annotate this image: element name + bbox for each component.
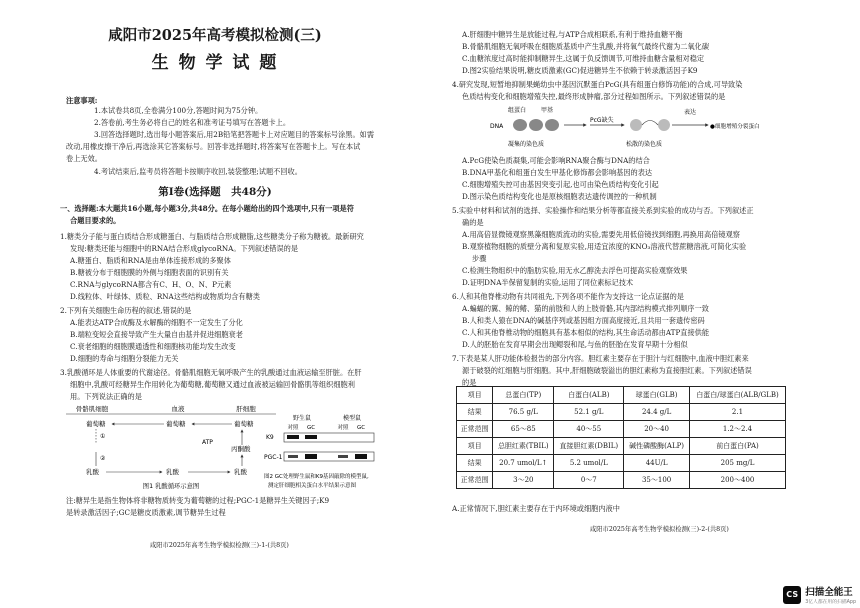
- q3-stem: 3.乳酸循环是人体重要的代谢途径。骨骼肌细胞无氧呼吸产生的乳酸通过血液运输至肝脏。在肝: [60, 368, 362, 377]
- table-cell: 2.1: [689, 404, 785, 421]
- fig1-step2: ②: [100, 455, 106, 462]
- scanner-watermark: [783, 584, 856, 605]
- table-cell: 35～100: [624, 472, 690, 489]
- fig1-glucose: 葡萄糖: [166, 420, 186, 428]
- figure-4-chromatin: [486, 104, 776, 152]
- table-cell: 结果: [457, 455, 493, 472]
- notice-line: 2.答卷前,考生务必将自己的姓名和准考证号填写在答题卡上。: [94, 118, 291, 127]
- q1-stem: 发现:糖类还能与细胞中的RNA结合形成glycoRNA。下列叙述错误的是: [70, 244, 299, 253]
- q6-option: B.人和类人猿在DNA的碱基序列或基因组方面高度接近,且共用一套遗传密码: [462, 316, 705, 325]
- q5-option: 步骤: [472, 254, 487, 263]
- fig1-glucose: 葡萄糖: [86, 420, 106, 428]
- fig2-gc: GC: [356, 425, 366, 431]
- table-cell: 52.1 g/L: [554, 404, 624, 421]
- q1-option: D.线粒体、叶绿体、质粒、RNA这些结构或物质均含有糖类: [70, 292, 260, 301]
- page-footer: 咸阳市2025年高考生物学模拟检测(三)-2-(共8页): [590, 526, 729, 533]
- table-row: [457, 472, 786, 489]
- q4-stem: 色质结构变化和细胞增殖失控,最终形成肿瘤,部分过程如图所示。下列叙述错误的是: [462, 92, 726, 101]
- table-cell: 项目: [457, 387, 493, 404]
- figure-1-lactate-cycle: [66, 402, 276, 490]
- q3-option: C.血糖浓度过高时能抑制糖异生,这属于负反馈调节,可维持血糖含量相对稳定: [462, 54, 705, 63]
- q5-option: D.证明DNA半保留复制的实验,运用了同位素标记技术: [462, 278, 634, 287]
- q1-option: A.糖蛋白、脂质和RNA是由单体连接形成的多聚体: [70, 256, 231, 265]
- table-cell: 205 mg/L: [689, 455, 785, 472]
- q4-option: A.PcG使染色质凝集,可能会影响RNA聚合酶与DNA的结合: [462, 156, 650, 165]
- blot-band: [288, 455, 298, 458]
- page-footer: 咸阳市2025年高考生物学模拟检测(三)-1-(共8页): [150, 542, 289, 549]
- camscanner-logo-icon: CS: [783, 586, 801, 604]
- table-cell: 结果: [457, 404, 493, 421]
- table-cell: 65～85: [493, 421, 554, 438]
- fig2-caption: 测定肝细胞相关蛋白水平结果示意图: [268, 483, 357, 489]
- table-cell: 前白蛋白(PA): [689, 438, 785, 455]
- fig1-lactate: 乳酸: [234, 468, 247, 476]
- nucleosome: [529, 119, 543, 131]
- fig1-col-blood: 血液: [171, 405, 185, 413]
- q3-stem: 用。下列说法正确的是: [70, 392, 142, 401]
- q2-stem: 2.下列有关细胞生命历程的叙述,错误的是: [60, 306, 192, 315]
- fig1-step1: ①: [100, 433, 106, 440]
- table-cell: 碱性磷酸酶(ALP): [624, 438, 690, 455]
- table-cell: 白蛋白(ALB): [554, 387, 624, 404]
- table-cell: 正常范围: [457, 421, 493, 438]
- liver-function-table: [456, 386, 786, 489]
- q3-option: B.骨骼肌细胞无氧呼吸在细胞质基质中产生乳酸,并将氧气最终代谢为二氧化碳: [462, 42, 710, 51]
- fig1-caption: 图1 乳酸循环示意图: [142, 483, 200, 490]
- table-row: [457, 438, 786, 455]
- q3-option: D.图2实验结果说明,糖皮质激素(GC)促进糖异生不依赖于转录激活因子K9: [462, 66, 698, 75]
- q1-option: C.RNA与glycoRNA都含有C、H、O、N、P元素: [70, 280, 232, 289]
- table-row: [457, 387, 786, 404]
- fig1-lactate: 乳酸: [166, 468, 179, 476]
- fig1-lactate: 乳酸: [86, 468, 99, 476]
- notice-line: 1.本试卷共8页,全卷满分100分,答题时间为75分钟。: [94, 106, 263, 115]
- figure-2-western-blot: [262, 412, 412, 494]
- table-cell: 项目: [457, 438, 493, 455]
- q4-option: D.图示染色质结构变化也是原核细胞表达遗传调控的一种机制: [462, 192, 657, 201]
- q6-option: C.人和其他脊椎动物的细胞具有基本相似的结构,其生命活动都由ATP直接供能: [462, 328, 710, 337]
- q7-stem: 源于破裂的红细胞与肝细胞。其中,肝细胞破裂溢出的胆红素称为直接胆红素。下列叙述错误: [462, 366, 752, 375]
- q2-option: A.能表达ATP合成酶及水解酶的细胞不一定发生了分化: [70, 318, 243, 327]
- fig2-ctrl: 对照: [337, 425, 349, 431]
- table-cell: 直接胆红素(DBIL): [554, 438, 624, 455]
- blot-band: [287, 435, 299, 439]
- q1-stem: 1.糖类分子能与蛋白质结合形成糖蛋白、与脂质结合形成糖脂,这些糖类分子称为糖被。最新研究: [60, 232, 364, 241]
- table-cell: 76.5 g/L: [493, 404, 554, 421]
- q3-note: 是转录激活因子;GC是糖皮质激素,调节糖异生过程: [66, 508, 226, 517]
- section-title: 第Ⅰ卷(选择题 共48分): [158, 186, 272, 198]
- exam-subtitle: 生 物 学 试 题: [151, 53, 279, 73]
- q6-option: D.人的胚胎在发育早期会出现鳃裂和尾,与鱼的胚胎在发育早期十分相似: [462, 340, 688, 349]
- fig2-wild: 野生鼠: [292, 415, 312, 422]
- q4-stem: 4.研究发现,短暂地抑制果蝇幼虫中基因沉默蛋白PcG(具有组蛋白修饰功能)的合成,可导致染: [452, 80, 743, 89]
- fig1-col-liver: 肝细胞: [236, 405, 256, 413]
- q2-option: B.端粒变短会直接导致产生大量自由基并促进细胞衰老: [70, 330, 243, 339]
- blot-band: [305, 435, 317, 439]
- table-cell: 24.4 g/L: [624, 404, 690, 421]
- blot-band: [338, 455, 348, 458]
- fig4-factor: ●细胞增殖分裂蛋白: [710, 124, 760, 130]
- fig1-col-muscle: 骨骼肌细胞: [75, 405, 109, 413]
- fig2-model: 模型鼠: [342, 415, 362, 422]
- notice-line: 4.考试结束后,监考员将答题卡按顺序收回,装袋整理;试题不回收。: [94, 167, 302, 176]
- table-cell: 总蛋白(TP): [493, 387, 554, 404]
- table-cell: 1.2～2.4: [689, 421, 785, 438]
- q3-option: A.肝细胞中糖异生是放能过程,与ATP合成相联系,有利于维持血糖平衡: [462, 30, 683, 39]
- table-cell: 5.2 umol/L: [554, 455, 624, 472]
- table-row: [457, 404, 786, 421]
- notice-line: 3.回答选择题时,选出每小题答案后,用2B铅笔把答题卡上对应题目的答案标号涂黑。如需: [94, 130, 375, 139]
- exam-title: 咸阳市2025年高考模拟检测(三): [108, 27, 322, 44]
- q4-option: B.DNA甲基化和组蛋白发生甲基化修饰都会影响基因的表达: [462, 168, 653, 177]
- fig2-ctrl: 对照: [287, 425, 299, 431]
- table-cell: 20～40: [624, 421, 690, 438]
- q7-option: A.正常情况下,胆红素主要存在于内环境或细胞内液中: [452, 504, 620, 513]
- fig2-caption: 图2 GC处理野生鼠和K9基因敲除的模型鼠,: [264, 474, 369, 480]
- q5-option: B.观察植物细胞的质壁分离和复原实验,用适宜浓度的KNO₃溶液代替蔗糖溶液,可简化实验: [462, 242, 747, 251]
- q5-option: A.用高倍显微镜观察黑藻细胞质流动的实验,需要先用低倍镜找到细胞,再换用高倍镜观察: [462, 230, 740, 239]
- q2-option: C.衰老细胞的细胞膜通透性和细胞核功能均发生改变: [70, 342, 236, 351]
- watermark-sub: 3亿人都在用的扫描App: [805, 600, 856, 605]
- fig1-glucose: 葡萄糖: [234, 420, 254, 428]
- notice-heading: 注意事项:: [66, 96, 98, 105]
- q5-stem: 确的是: [462, 218, 484, 227]
- q7-stem: 的是: [462, 378, 477, 387]
- fig1-atp: ATP: [202, 439, 213, 446]
- fig4-condensed: 凝集的染色质: [508, 141, 545, 148]
- fig2-k9: K9: [266, 434, 274, 441]
- fig4-pcg: PcG缺失: [590, 117, 614, 124]
- table-cell: 0～7: [554, 472, 624, 489]
- table-cell: 正常范围: [457, 472, 493, 489]
- table-cell: 200～400: [689, 472, 785, 489]
- table-cell: 44U/L: [624, 455, 690, 472]
- q3-stem: 细胞中,乳酸可经糖异生作用转化为葡萄糖,葡萄糖又通过血液被运输回骨骼肌等组织细胞利: [70, 380, 355, 389]
- fig2-pgc: PGC-1: [264, 454, 283, 461]
- nucleosome: [513, 119, 527, 131]
- fig4-expr: 表达: [684, 109, 697, 116]
- fig1-pyruvate: 丙酮酸: [231, 445, 251, 453]
- table-row: [457, 421, 786, 438]
- section-intro: 一、选择题:本大题共16小题,每小题3分,共48分。在每小题给出的四个选项中,只有一项是符: [60, 204, 354, 213]
- section-intro: 合题目要求的。: [70, 216, 121, 225]
- watermark-name: 扫描全能王: [805, 587, 853, 598]
- table-row: [457, 455, 786, 472]
- table-cell: 20.7 umol/L↑: [493, 455, 554, 472]
- q5-stem: 5.实验中材料和试剂的选择、实验操作和结果分析等都直接关系到实验的成功与否。下列叙述正: [452, 206, 754, 215]
- q4-option: C.细胞增殖失控可由基因突变引起,也可由染色质结构变化引起: [462, 180, 659, 189]
- q1-option: B.糖被分布于细胞膜的外侧与细胞表面的识别有关: [70, 268, 229, 277]
- table-cell: 3～20: [493, 472, 554, 489]
- table-cell: 40～55: [554, 421, 624, 438]
- q3-note: 注:糖异生是指生物体将非糖物质转变为葡萄糖的过程;PGC-1是糖异生关键因子;K9: [66, 496, 330, 505]
- notice-line: 卷上无效。: [66, 154, 102, 163]
- table-cell: 总胆红素(TBIL): [493, 438, 554, 455]
- q2-option: D.细胞的寿命与细胞分裂能力无关: [70, 354, 179, 363]
- q7-stem: 7.下表是某人肝功能体检报告的部分内容。胆红素主要存在于胆汁与红细胞中,血液中胆红素来: [452, 354, 749, 363]
- nucleosome: [658, 119, 670, 131]
- nucleosome: [630, 119, 642, 131]
- table-cell: 白蛋白/球蛋白(ALB/GLB): [689, 387, 785, 404]
- blot-band: [305, 454, 317, 459]
- fig4-loose: 松散的染色质: [626, 141, 663, 148]
- blot-band: [355, 454, 367, 459]
- nucleosome: [545, 119, 559, 131]
- notice-line: 改动,用橡皮擦干净后,再选涂其它答案标号。回答非选择题时,将答案写在答题卡上。写在本试: [66, 142, 361, 151]
- fig4-methyl: 甲基: [541, 107, 554, 114]
- fig4-histone: 组蛋白: [508, 107, 527, 114]
- table-cell: 球蛋白(GLB): [624, 387, 690, 404]
- q6-stem: 6.人和其他脊椎动物有共同祖先,下列各项不能作为支持这一论点证据的是: [452, 292, 684, 301]
- q6-option: A.蝙蝠的翼、鲸的鳍、猫的前肢和人的上肢骨骼,其内部结构模式排列顺序一致: [462, 304, 709, 313]
- fig2-gc: GC: [306, 425, 316, 431]
- fig4-dna: DNA: [490, 123, 504, 130]
- q5-option: C.检测生物组织中的脂肪实验,用无水乙醇洗去浮色可提高实验观察效果: [462, 266, 688, 275]
